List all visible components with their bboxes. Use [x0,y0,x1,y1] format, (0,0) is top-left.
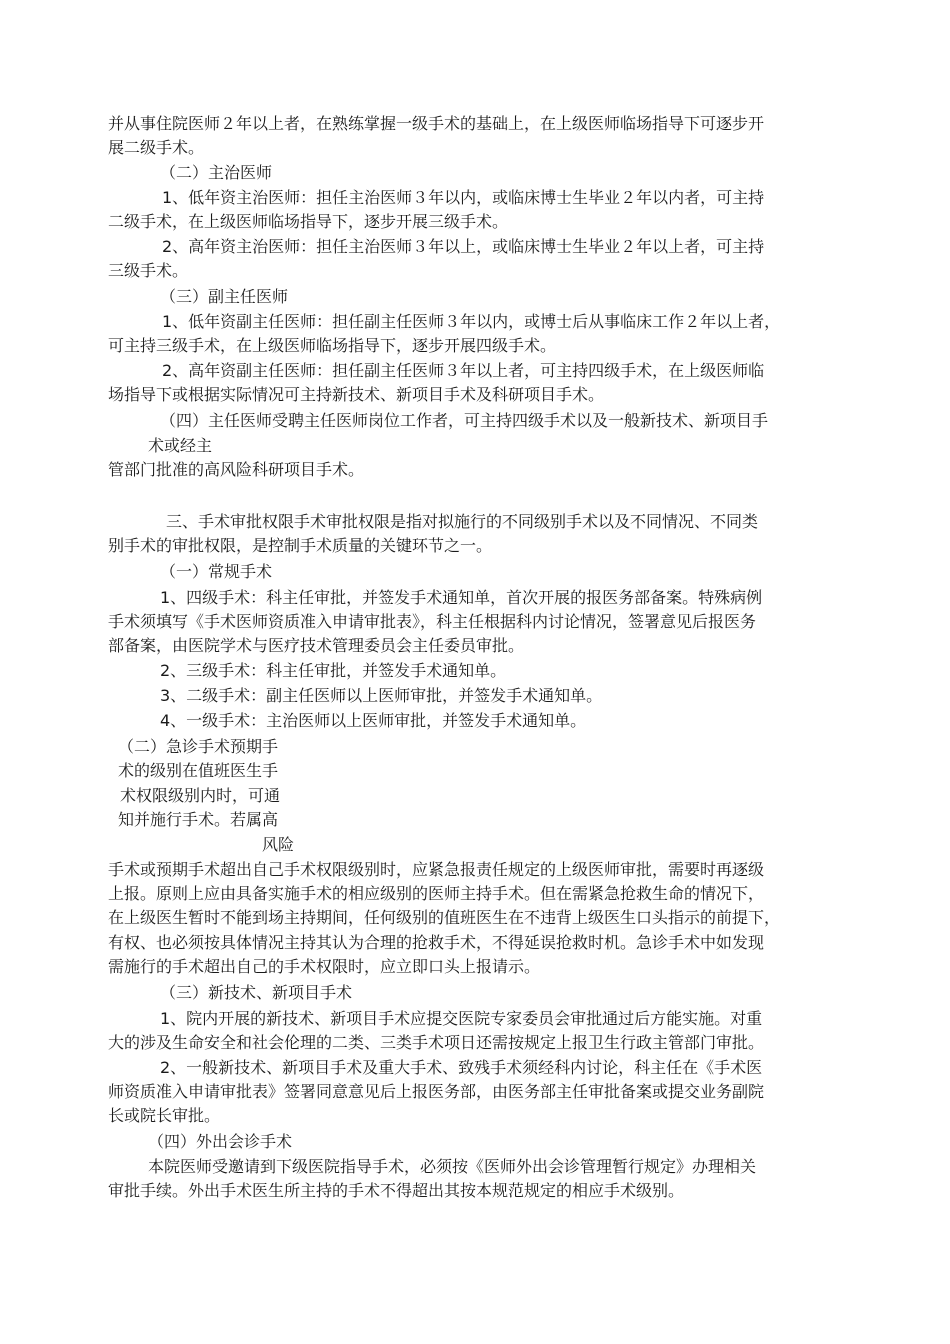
body-text-line: 1、四级手术：科主任审批，并签发手术通知单，首次开展的报医务部备案。特殊病例 [160,588,763,607]
body-text-line: 长或院长审批。 [108,1106,221,1125]
body-text-line: 手术或预期手术超出自己手术权限级别时，应紧急报责任规定的上级医师审批，需要时再逐级 [108,860,765,879]
section-heading: （二）主治医师 [160,163,273,182]
body-text-line: 风险 [262,835,295,854]
body-text-line: 大的涉及生命安全和社会伦理的二类、三类手术项日还需按规定上报卫生行政主管部门审批。 [108,1033,765,1052]
body-text-line: 2、一般新技术、新项目手术及重大手术、致残手术须经科内讨论，科主任在《手术医 [160,1058,763,1077]
body-text-line: 1、院内开展的新技术、新项目手术应提交医院专家委员会审批通过后方能实施。对重 [160,1009,763,1028]
body-text-line: 手术须填写《手术医师资质准入申请审批表》，科主任根据科内讨论情况，签署意见后报医务 [108,612,757,631]
body-text-line: （四）主任医师受聘主任医师岗位工作者，可主持四级手术以及一般新技术、新项目手 [160,411,769,430]
body-text-line: 审批手续。外出手术医生所主持的手术不得超出其按本规范规定的相应手术级别。 [108,1181,685,1200]
body-text-line: 知并施行手术。若属高 [118,810,279,829]
body-text-line: 3、二级手术：副主任医师以上医师审批，并签发手术通知单。 [160,686,603,705]
section-heading: （三）新技术、新项目手术 [160,983,353,1002]
section-heading: （一）常规手术 [160,562,273,581]
body-text-line: 有权、也必须按具体情况主持其认为合理的抢救手术，不得延误抢救时机。急诊手术中如发现 [108,933,765,952]
body-text-line: 1、低年资主治医师：担任主治医师３年以内，或临床博士生毕业２年以内者，可主持 [162,188,765,207]
body-text-line: 2、高年资副主任医师：担任副主任医师３年以上者，可主持四级手术，在上级医师临 [162,361,765,380]
body-text-line: 在上级医生暂时不能到场主持期间，任何级别的值班医生在不违背上级医生口头指示的前提下， [108,908,781,927]
body-text-line: 别手术的审批权限，是控制手术质量的关键环节之一。 [108,536,493,555]
body-text-line: 1、低年资副主任医师：担任副主任医师３年以内，或博士后从事临床工作２年以上者， [162,312,781,331]
body-text-line: 需施行的手术超出自己的手术权限时，应立即口头上报请示。 [108,957,541,976]
body-text-line: 师资质准入申请审批表》签署同意意见后上报医务部，由医务部主任审批备案或提交业务副院 [108,1082,765,1101]
body-text-line: （二）急诊手术预期手 [118,737,279,756]
body-text-line: 二级手术，在上级医师临场指导下，逐步开展三级手术。 [108,212,509,231]
body-text-line: 上报。原则上应由具备实施手术的相应级别的医师主持手术。但在需紧急抢救生命的情况下， [108,884,765,903]
body-text-line: 本院医师受邀请到下级医院指导手术，必须按《医师外出会诊管理暂行规定》办理相关 [148,1157,757,1176]
body-text-line: 并从事住院医师２年以上者，在熟练掌握一级手术的基础上，在上级医师临场指导下可逐步开 [108,114,765,133]
body-text-line: 场指导下或根据实际情况可主持新技术、新项目手术及科研项目手术。 [108,385,605,404]
body-text-line: 术权限级别内时，可通 [120,786,281,805]
body-text-line: 管部门批准的高风险科研项目手术。 [108,460,365,479]
body-text-line: 三级手术。 [108,261,189,280]
section-heading: 三、手术审批权限手术审批权限是指对拟施行的不同级别手术以及不同情况、不同类 [166,512,759,531]
body-text-line: 2、高年资主治医师：担任主治医师３年以上，或临床博士生毕业２年以上者，可主持 [162,237,765,256]
body-text-line: 可主持三级手术，在上级医师临场指导下，逐步开展四级手术。 [108,336,557,355]
body-text-line: 展二级手术。 [108,138,205,157]
body-text-line: 部备案，由医院学术与医疗技术管理委员会主任委员审批。 [108,636,525,655]
body-text-line: 4、一级手术：主治医师以上医师审批，并签发手术通知单。 [160,711,587,730]
body-text-line: 术或经主 [148,436,213,455]
body-text-line: 术的级别在值班医生手 [118,761,279,780]
section-heading: （四）外出会诊手术 [148,1132,293,1151]
section-heading: （三）副主任医师 [160,287,289,306]
body-text-line: 2、三级手术：科主任审批，并签发手术通知单。 [160,661,507,680]
